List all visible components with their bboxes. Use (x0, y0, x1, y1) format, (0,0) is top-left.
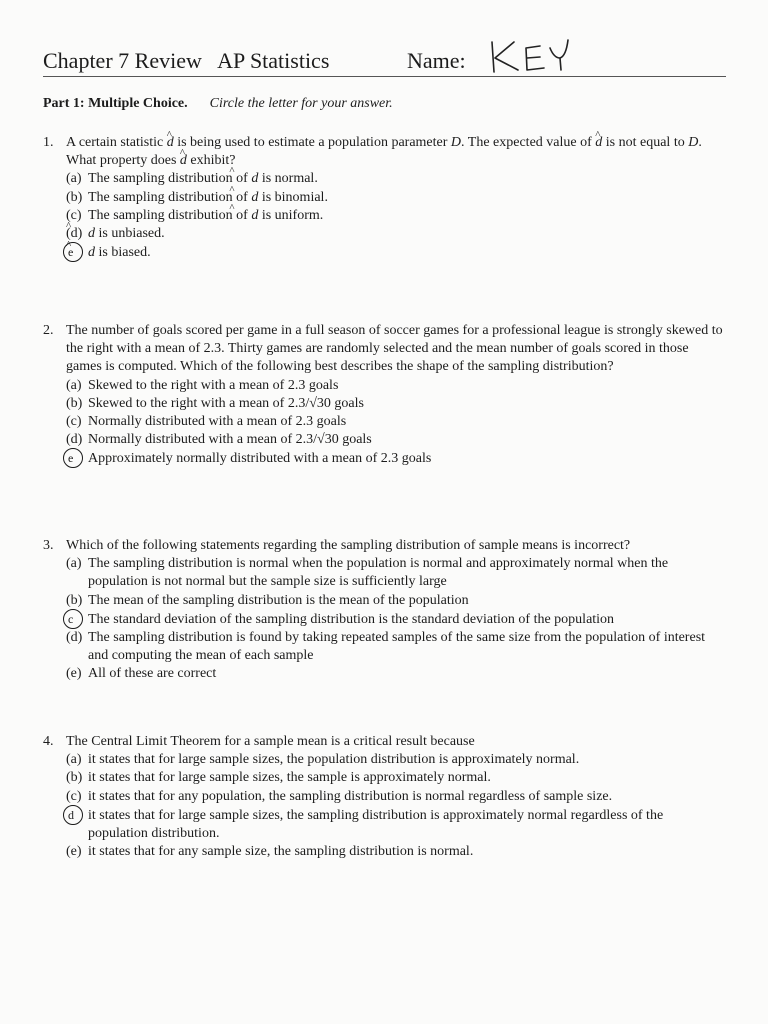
answer-options (66, 377, 726, 469)
d-hat-symbol: ^ d (88, 226, 95, 241)
question-3 (43, 537, 726, 684)
option-text: it states that for large sample sizes, the population distribution is approximately normal. (88, 752, 580, 768)
answer-option-c (66, 413, 726, 431)
answer-option-e (66, 665, 726, 683)
option-text: The sampling distribution is found by taking repeated samples of the same size from the population of interest and computing the mean of each sample (88, 630, 706, 664)
option-text: Skewed to the right with a mean of 2.3 goals (88, 377, 339, 393)
answer-option-c-selected (66, 610, 726, 629)
circled-answer-letter (66, 449, 88, 468)
circled-answer-letter (66, 806, 88, 825)
answer-option-b (66, 395, 726, 413)
option-letter: (b) (66, 395, 83, 411)
question-stem: The number of goals scored per game in a full season of soccer games for a professional league is strongly skewed to the right with a mean of 2.3. Thirty games are randomly selected and the mean number of goals scored in those games is computed. Which of the following best describes the shape of the sampling distribution? (66, 323, 723, 375)
option-letter: (e) (66, 844, 82, 860)
answer-circle (63, 609, 83, 629)
option-letter: (a) (66, 377, 82, 393)
stem-text: . What property does (66, 135, 702, 169)
option-letter: (c) (66, 207, 82, 223)
option-letter: e (68, 451, 74, 466)
question-number: 1. (43, 135, 54, 150)
parameter-symbol: D (450, 135, 462, 150)
option-letter: (b) (66, 189, 83, 205)
part-instruction: Circle the letter for your answer. (209, 96, 393, 111)
option-text: is biased. (95, 245, 151, 261)
d-hat-symbol: ^ d (595, 135, 602, 150)
answer-option-d-selected (66, 806, 726, 843)
answer-option-d (66, 225, 726, 243)
option-text: is normal. (258, 171, 318, 187)
answer-options (66, 555, 726, 683)
question-number: 2. (43, 323, 54, 338)
option-text: it states that for any population, the sampling distribution is normal regardless of sample size. (88, 788, 613, 804)
option-letter: (d) (66, 226, 83, 242)
stem-text: exhibit? (186, 153, 236, 169)
option-letter: (c) (66, 788, 82, 804)
answer-option-a (66, 555, 726, 591)
option-text: The standard deviation of the sampling distribution is the standard deviation of the population (88, 611, 615, 627)
option-text: it states that for any sample size, the sampling distribution is normal. (88, 844, 474, 860)
question-number: 3. (43, 538, 54, 553)
section-heading (43, 96, 393, 112)
part-label: Part 1: Multiple Choice. (43, 96, 188, 111)
answer-option-e-selected (66, 449, 726, 468)
answer-circle (63, 448, 83, 468)
answer-option-a (66, 377, 726, 395)
page-title: Chapter 7 Review AP Statistics (43, 48, 330, 73)
d-hat-symbol: ^ d (251, 208, 258, 223)
d-hat-symbol: ^ d (167, 135, 174, 150)
answer-option-b (66, 769, 726, 787)
option-text: Approximately normally distributed with a mean of 2.3 goals (88, 451, 432, 467)
option-text: it states that for large sample sizes, the sample is approximately normal. (88, 770, 491, 786)
option-letter: (a) (66, 752, 82, 768)
option-text: is unbiased. (95, 226, 165, 242)
option-letter: (b) (66, 770, 83, 786)
circled-answer-letter (66, 610, 88, 629)
handwritten-name-key (488, 36, 618, 76)
stem-text: A certain statistic (66, 135, 167, 150)
answer-option-b (66, 592, 726, 610)
option-letter: e (68, 245, 74, 260)
answer-option-e-selected (66, 243, 726, 262)
stem-text: is being used to estimate a population parameter (173, 135, 451, 150)
option-letter: d (68, 807, 74, 822)
answer-option-e (66, 843, 726, 861)
d-hat-symbol: ^ d (88, 245, 95, 260)
option-text: The sampling distribution is normal when the population is normal and approximately normal when the population is not normal but the sample size is sufficiently large (88, 556, 669, 590)
stem-text: is not equal to (602, 135, 689, 150)
parameter-symbol: D (688, 135, 699, 150)
question-stem (66, 134, 726, 170)
option-text: The mean of the sampling distribution is the mean of the population (88, 592, 469, 608)
answer-option-d (66, 431, 726, 449)
answer-option-c (66, 788, 726, 806)
question-stem: Which of the following statements regarding the sampling distribution of sample means is incorrect? (66, 538, 631, 553)
option-letter: (a) (66, 171, 82, 187)
option-text: Skewed to the right with a mean of 2.3/√30 goals (88, 395, 364, 411)
option-text: is uniform. (258, 207, 324, 223)
question-number: 4. (43, 734, 54, 749)
option-letter: (d) (66, 432, 83, 448)
option-text: Normally distributed with a mean of 2.3 goals (88, 414, 347, 430)
option-text: The sampling distribution of (88, 171, 252, 187)
answer-options (66, 751, 726, 861)
option-text: Normally distributed with a mean of 2.3/√30 goals (88, 432, 372, 448)
option-text: The sampling distribution of (88, 189, 252, 205)
answer-option-a (66, 170, 726, 188)
option-letter: c (68, 611, 74, 626)
d-hat-symbol: ^ d (251, 171, 258, 186)
name-label: Name: (407, 48, 466, 73)
answer-option-b (66, 189, 726, 207)
answer-options (66, 170, 726, 262)
option-letter: (b) (66, 592, 83, 608)
question-2 (43, 322, 726, 469)
question-1 (43, 134, 726, 262)
option-letter: (e) (66, 666, 82, 682)
option-text: All of these are correct (88, 666, 217, 682)
question-stem: The Central Limit Theorem for a sample mean is a critical result because (66, 734, 475, 749)
d-hat-symbol: ^ d (180, 153, 187, 168)
worksheet-header (43, 48, 726, 77)
option-letter: (c) (66, 414, 82, 430)
option-letter: (d) (66, 630, 83, 646)
option-text: The sampling distribution of (88, 207, 252, 223)
answer-option-a (66, 751, 726, 769)
answer-option-c (66, 207, 726, 225)
option-text: is binomial. (258, 189, 328, 205)
answer-option-d (66, 629, 726, 665)
option-text: it states that for large sample sizes, the sampling distribution is approximately normal regardless of the population distribution. (88, 807, 664, 842)
option-letter: (a) (66, 556, 82, 572)
d-hat-symbol: ^ d (251, 190, 258, 205)
answer-circle (63, 805, 83, 825)
question-4 (43, 733, 726, 861)
stem-text: . The expected value of (461, 135, 596, 150)
